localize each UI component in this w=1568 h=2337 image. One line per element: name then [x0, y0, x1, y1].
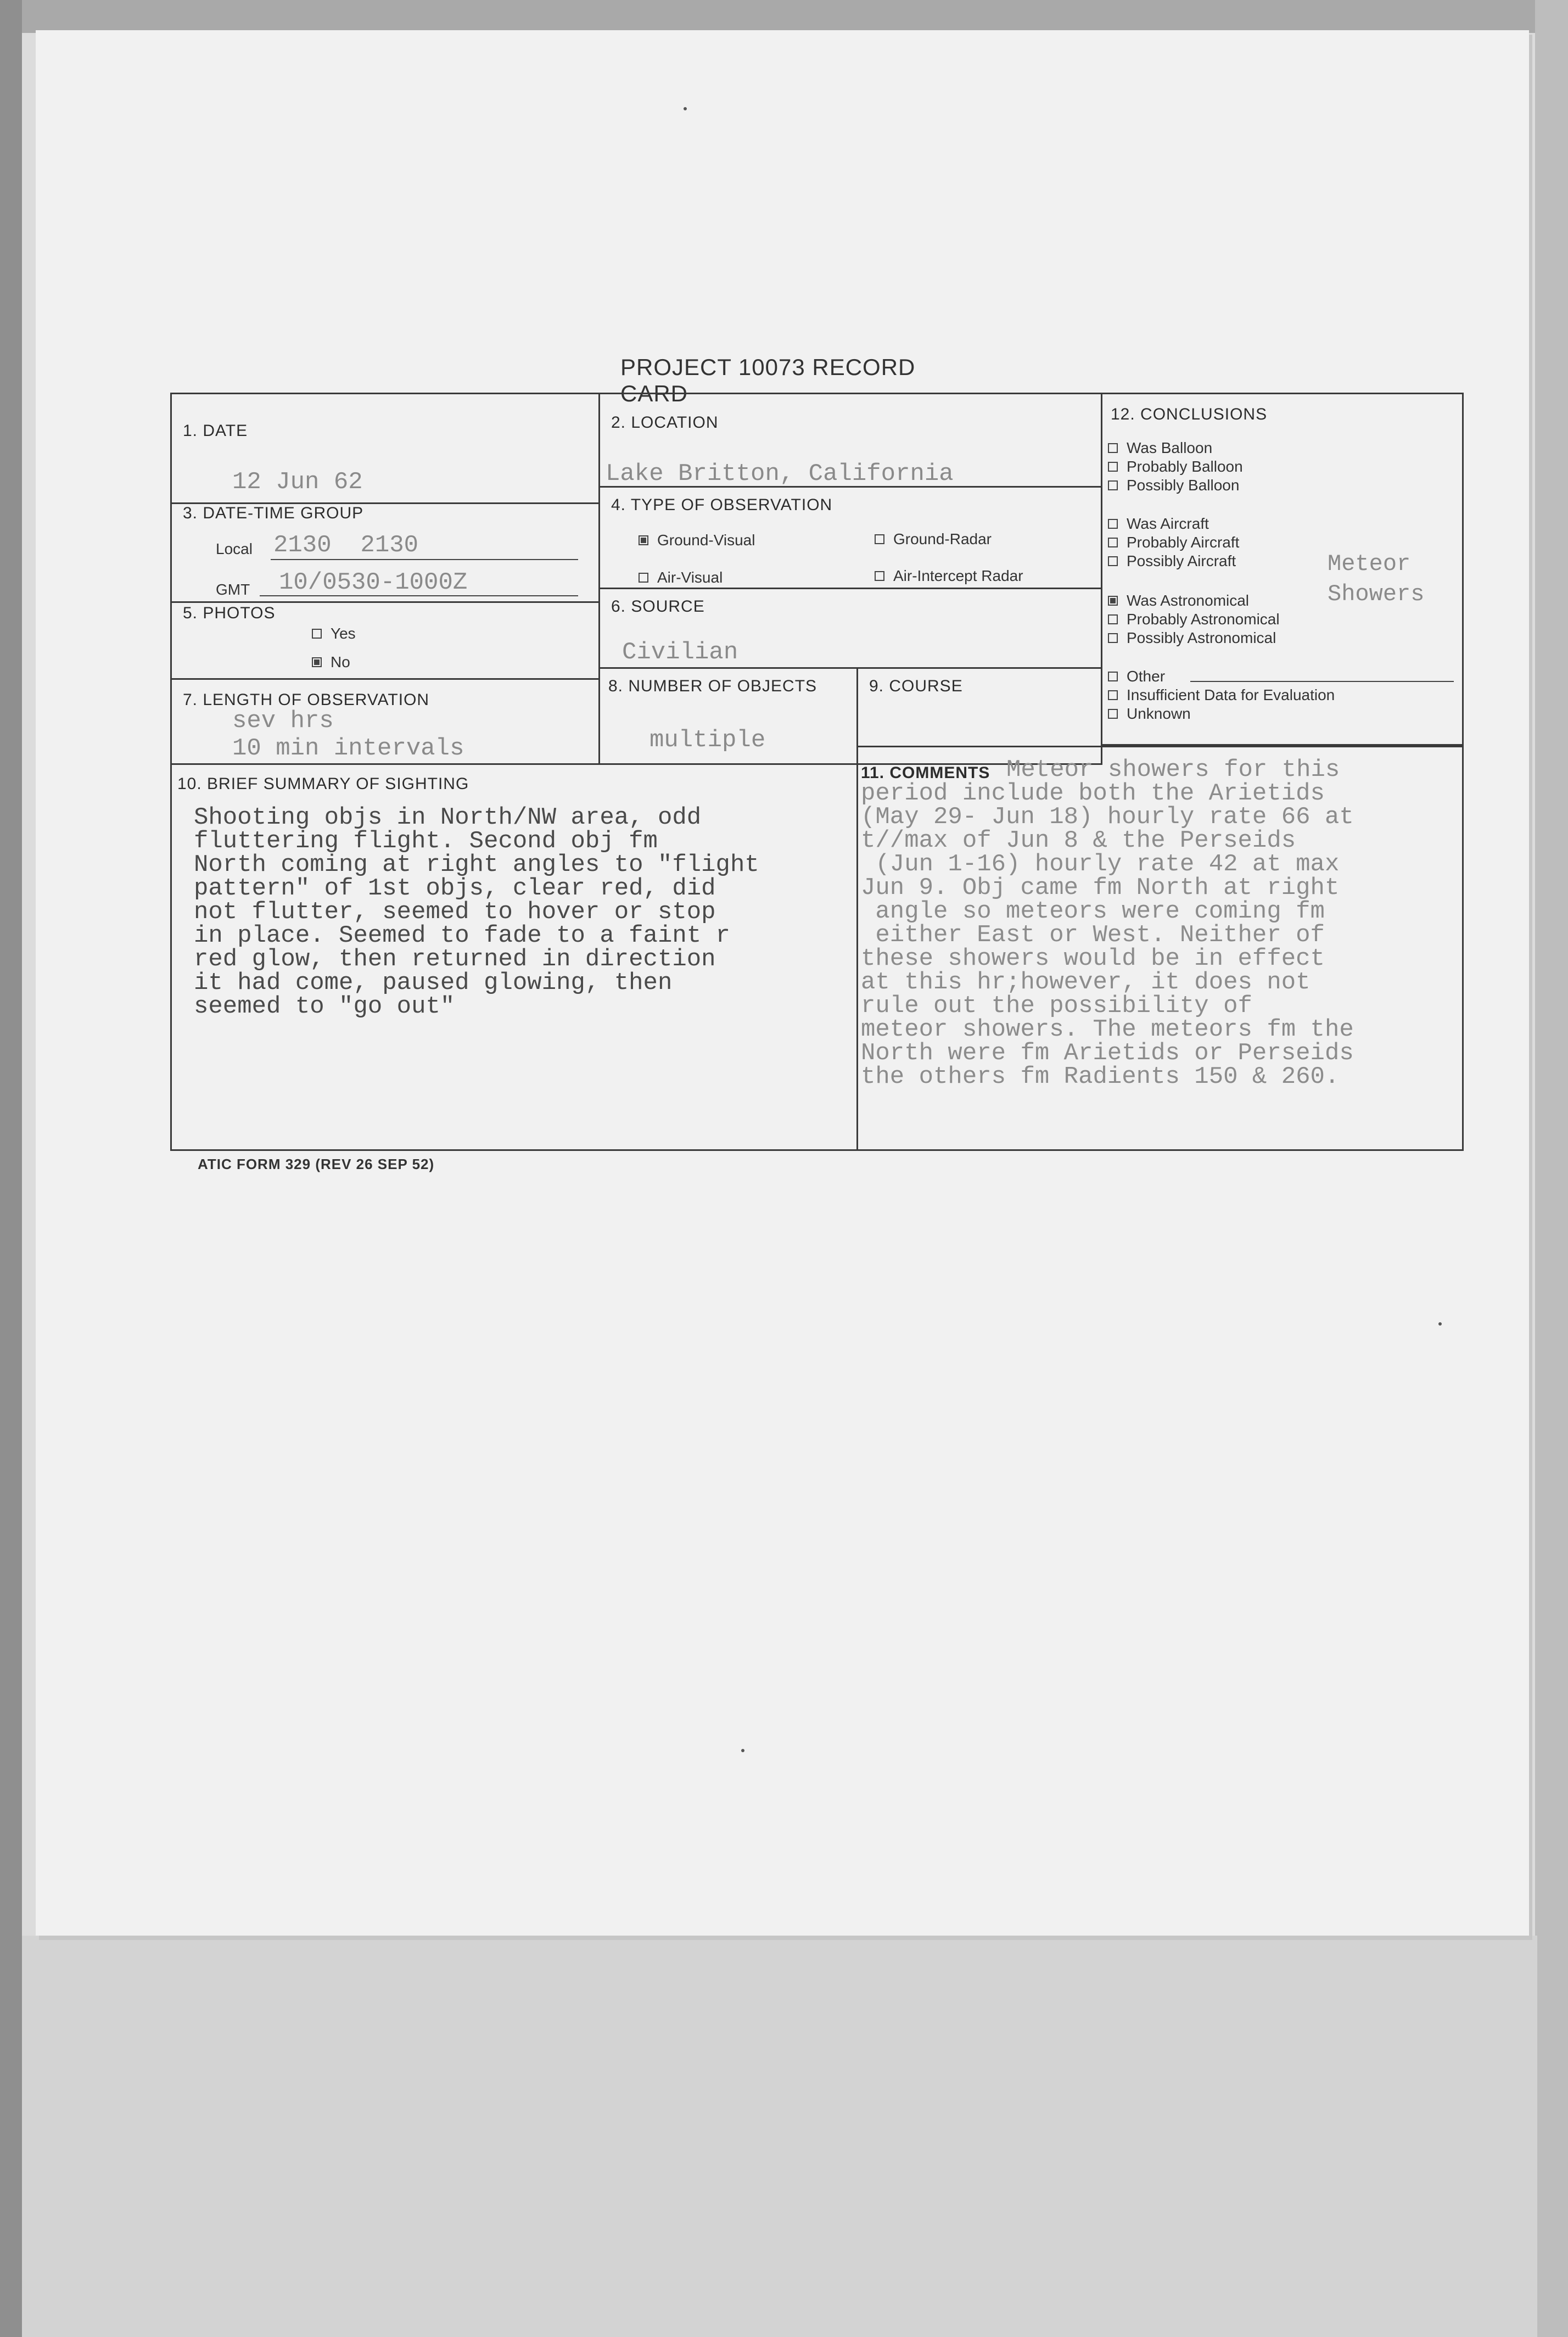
length-line-1: sev hrs — [232, 707, 334, 735]
conclusion-was-astronomical: Was Astronomical — [1108, 592, 1249, 610]
type-of-observation-label: 4. TYPE OF OBSERVATION — [611, 496, 833, 514]
course-label: 9. COURSE — [869, 677, 963, 695]
date-value: 12 Jun 62 — [232, 468, 363, 496]
form-number: ATIC FORM 329 (REV 26 SEP 52) — [198, 1156, 435, 1172]
checkbox-was-aircraft — [1108, 519, 1118, 529]
other-underline — [1190, 681, 1454, 682]
comments-label: 11. COMMENTS — [861, 764, 990, 782]
location-cell — [600, 394, 1102, 488]
checkbox-unknown — [1108, 709, 1118, 719]
card-title: PROJECT 10073 RECORD CARD — [620, 354, 916, 406]
checkbox-probably-balloon — [1108, 462, 1118, 472]
record-card-form — [170, 393, 1464, 1151]
gmt-underline — [260, 595, 578, 596]
comments-first-line: Meteor showers for this — [1006, 756, 1340, 784]
scan-border-right — [1535, 0, 1568, 2337]
local-underline — [271, 559, 578, 560]
conclusion-was-balloon: Was Balloon — [1108, 439, 1212, 457]
comments-line: meteor showers. The meteors fm the — [861, 1016, 1354, 1043]
underlying-sheet — [22, 1936, 1537, 2337]
summary-line: North coming at right angles to "flight — [194, 851, 759, 879]
conclusions-cell — [1102, 394, 1462, 746]
comments-cell — [858, 746, 1462, 1149]
checkbox-possibly-balloon — [1108, 480, 1118, 490]
comments-line: t//max of Jun 8 & the Perseids — [861, 827, 1296, 854]
comments-line: Jun 9. Obj came fm North at right — [861, 874, 1340, 902]
summary-line: pattern" of 1st objs, clear red, did — [194, 875, 716, 902]
scan-speck — [1438, 1322, 1442, 1326]
number-of-objects-label: 8. NUMBER OF OBJECTS — [608, 677, 817, 695]
conclusion-was-aircraft: Was Aircraft — [1108, 515, 1209, 533]
comments-line: angle so meteors were coming fm — [861, 898, 1325, 925]
conclusion-probably-astronomical: Probably Astronomical — [1108, 611, 1280, 628]
date-time-group-label: 3. DATE-TIME GROUP — [183, 504, 364, 522]
option-air-intercept-radar: Air-Intercept Radar — [875, 567, 1023, 585]
number-of-objects-value: multiple — [649, 726, 766, 754]
type-of-observation-cell — [600, 488, 1102, 589]
comments-line: either East or West. Neither of — [861, 921, 1325, 949]
summary-line: fluttering flight. Second obj fm — [194, 828, 658, 855]
comments-line: North were fm Arietids or Perseids — [861, 1039, 1354, 1067]
scan-border-left — [0, 0, 22, 2337]
local-label: Local — [216, 540, 253, 557]
source-label: 6. SOURCE — [611, 597, 705, 616]
option-ground-visual: Ground-Visual — [639, 532, 755, 549]
length-line-2: 10 min intervals — [232, 735, 464, 762]
option-photos-yes: Yes — [312, 625, 356, 642]
scan-speck — [684, 107, 687, 110]
checkbox-air-intercept-radar — [875, 571, 884, 581]
conclusion-probably-aircraft: Probably Aircraft — [1108, 534, 1239, 551]
conclusion-annotation-showers: Showers — [1328, 581, 1425, 607]
checkbox-possibly-aircraft — [1108, 556, 1118, 566]
comments-line: rule out the possibility of — [861, 992, 1252, 1020]
conclusion-other: Other — [1108, 668, 1165, 685]
date-time-group-cell — [172, 504, 600, 603]
location-label: 2. LOCATION — [611, 413, 719, 432]
conclusion-possibly-astronomical: Possibly Astronomical — [1108, 629, 1276, 647]
comments-line: (May 29- Jun 18) hourly rate 66 at — [861, 803, 1354, 831]
checkbox-probably-aircraft — [1108, 538, 1118, 547]
conclusion-possibly-balloon: Possibly Balloon — [1108, 477, 1239, 494]
location-value: Lake Britton, California — [606, 460, 954, 488]
conclusion-annotation-meteor: Meteor — [1328, 551, 1411, 577]
scan-speck — [741, 1749, 744, 1752]
checkbox-other — [1108, 672, 1118, 681]
checkbox-photos-yes — [312, 629, 322, 639]
checkbox-air-visual — [639, 573, 648, 583]
checkbox-photos-no — [312, 657, 322, 667]
gmt-value: 10/0530-1000Z — [279, 569, 468, 596]
checkbox-was-balloon — [1108, 443, 1118, 453]
summary-line: it had come, paused glowing, then — [194, 969, 673, 997]
summary-text — [194, 806, 759, 1019]
date-cell — [172, 394, 600, 504]
length-of-observation-label: 7. LENGTH OF OBSERVATION — [183, 691, 430, 709]
comments-line: the others fm Radients 150 & 260. — [861, 1063, 1340, 1091]
date-label: 1. DATE — [183, 422, 248, 440]
checkbox-ground-visual — [639, 535, 648, 545]
comments-line: (Jun 1-16) hourly rate 42 at max — [861, 851, 1340, 878]
conclusions-label: 12. CONCLUSIONS — [1111, 405, 1268, 423]
comments-line: period include both the Arietids — [861, 780, 1325, 807]
summary-line: in place. Seemed to fade to a faint r — [194, 922, 730, 949]
scan-border-top — [0, 0, 1568, 33]
checkbox-ground-radar — [875, 534, 884, 544]
summary-label: 10. BRIEF SUMMARY OF SIGHTING — [177, 775, 469, 793]
option-photos-no: No — [312, 653, 350, 671]
checkbox-probably-astronomical — [1108, 614, 1118, 624]
source-value: Civilian — [622, 639, 738, 666]
checkbox-possibly-astronomical — [1108, 633, 1118, 643]
number-of-objects-cell — [600, 669, 858, 765]
checkbox-was-astronomical — [1108, 596, 1118, 606]
summary-line: red glow, then returned in direction — [194, 946, 716, 973]
comments-line: these showers would be in effect — [861, 945, 1325, 972]
option-air-visual: Air-Visual — [639, 569, 723, 586]
gmt-label: GMT — [216, 581, 250, 598]
photos-label: 5. PHOTOS — [183, 604, 276, 622]
summary-line: not flutter, seemed to hover or stop — [194, 898, 716, 926]
conclusion-unknown: Unknown — [1108, 705, 1191, 723]
photos-cell — [172, 603, 600, 680]
source-cell — [600, 589, 1102, 669]
local-value: 2130 2130 — [273, 532, 419, 559]
checkbox-insufficient-data — [1108, 690, 1118, 700]
conclusion-probably-balloon: Probably Balloon — [1108, 458, 1243, 476]
length-of-observation-cell — [172, 680, 600, 765]
summary-line: Shooting objs in North/NW area, odd — [194, 804, 702, 831]
option-ground-radar: Ground-Radar — [875, 530, 992, 548]
comments-line: at this hr;however, it does not — [861, 969, 1311, 996]
comments-text — [861, 782, 1354, 1089]
summary-cell — [172, 765, 858, 1149]
conclusion-possibly-aircraft: Possibly Aircraft — [1108, 552, 1236, 570]
summary-line: seemed to "go out" — [194, 993, 455, 1020]
conclusion-insufficient-data: Insufficient Data for Evaluation — [1108, 686, 1335, 704]
